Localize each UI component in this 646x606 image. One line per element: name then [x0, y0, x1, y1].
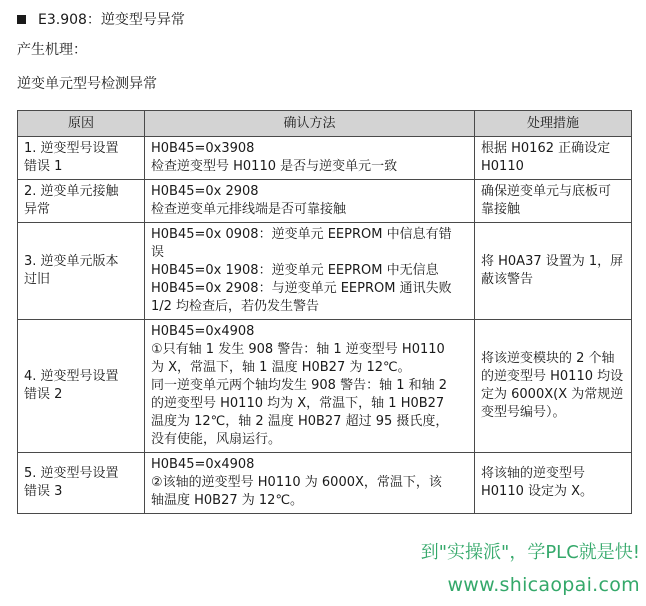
- cause-cell: [18, 180, 145, 223]
- header-check-method: 确认方法: [145, 111, 475, 137]
- watermark-website[interactable]: www.shicaopai.com: [447, 574, 640, 596]
- fix-text: 将 H0A37 设置为 1，屏 蔽该警告: [481, 254, 624, 287]
- check-text: H0B45=0x4908 ②该轴的逆变型号 H0110 为 6000X，常温下，该 轴温度 H0B27 为 12℃。: [151, 457, 442, 508]
- mechanism-description: 逆变单元型号检测异常: [17, 76, 157, 92]
- cause-text: 4. 逆变型号设置 错误 2: [24, 369, 119, 402]
- check-text: H0B45=0x 0908：逆变单元 EEPROM 中信息有错 误 H0B45=0x 1908：逆变单元 EEPROM 中无信息 H0B45=0x 2908：与逆变单元 EEPROM 通讯失败 1/2 均检查后，若仍发生警告: [151, 227, 452, 314]
- check-cell: [145, 223, 475, 320]
- cause-text: 1. 逆变型号设置 错误 1: [24, 141, 119, 174]
- fix-cell: [475, 137, 632, 180]
- fix-text: 将该轴的逆变型号 H0110 设定为 X。: [481, 466, 594, 499]
- table-header-row: [18, 111, 632, 137]
- cause-text: 2. 逆变单元接触 异常: [24, 184, 119, 217]
- check-text: H0B45=0x3908 检查逆变型号 H0110 是否与逆变单元一致: [151, 141, 398, 174]
- fix-text: 根据 H0162 正确设定 H0110: [481, 141, 611, 174]
- check-text: H0B45=0x 2908 检查逆变单元排线端是否可靠接触: [151, 184, 347, 217]
- troubleshooting-table: [17, 110, 632, 514]
- fix-cell: [475, 223, 632, 320]
- fix-cell: [475, 453, 632, 514]
- check-cell: [145, 180, 475, 223]
- table-row: [18, 223, 632, 320]
- bullet-square-icon: [17, 15, 26, 24]
- fix-text: 将该逆变模块的 2 个轴 的逆变型号 H0110 均设 定为 6000X(X 为常规逆 变型号编号）。: [481, 351, 624, 420]
- cause-text: 5. 逆变型号设置 错误 3: [24, 466, 119, 499]
- header-remedy: 处理措施: [475, 111, 632, 137]
- cause-cell: [18, 137, 145, 180]
- section-title: E3.908：逆变型号异常: [38, 12, 185, 28]
- cause-cell: [18, 453, 145, 514]
- check-cell: [145, 453, 475, 514]
- fix-text: 确保逆变单元与底板可 靠接触: [481, 184, 612, 217]
- fix-cell: [475, 180, 632, 223]
- check-text: H0B45=0x4908 ①只有轴 1 发生 908 警告：轴 1 逆变型号 H0110 为 X，常温下，轴 1 温度 H0B27 为 12℃。 同一逆变单元两个轴均发生 908 警告：轴 1 和轴 2 的逆变型号 H0110 均为 X，常温下，轴 1 H0B27 温度为 12℃，轴 2 温度 H0B27 超过 95 摄氏度， 没有使能，风扇运行。: [151, 324, 449, 447]
- check-cell: [145, 320, 475, 453]
- header-cause: 原因: [18, 111, 145, 137]
- mechanism-label: 产生机理：: [17, 42, 87, 58]
- cause-text: 3. 逆变单元版本 过旧: [24, 254, 119, 287]
- cause-cell: [18, 223, 145, 320]
- table-row: [18, 320, 632, 453]
- section-heading: [17, 8, 185, 30]
- table-row: [18, 453, 632, 514]
- table-row: [18, 180, 632, 223]
- watermark-slogan: 到"实操派"，学PLC就是快!: [420, 542, 640, 563]
- cause-cell: [18, 320, 145, 453]
- check-cell: [145, 137, 475, 180]
- table-row: [18, 137, 632, 180]
- fix-cell: [475, 320, 632, 453]
